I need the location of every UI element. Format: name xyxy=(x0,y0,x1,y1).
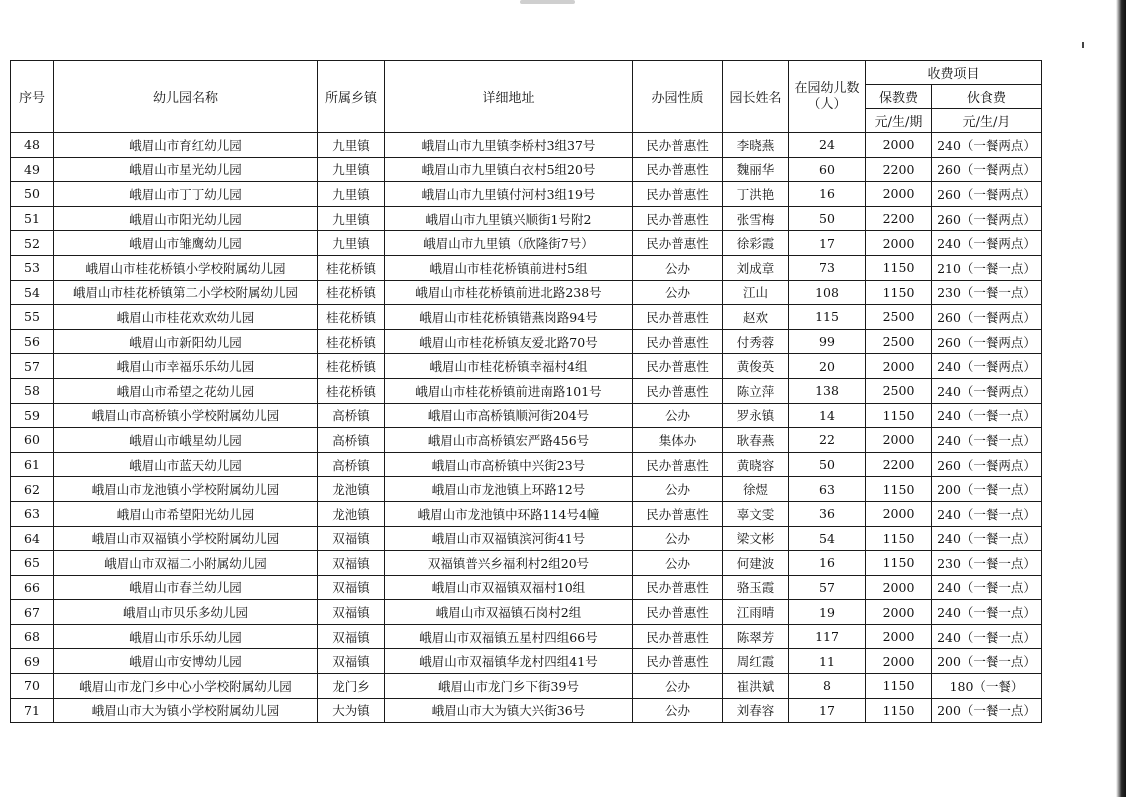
cell-seq: 64 xyxy=(11,526,54,551)
cell-name: 峨眉山市蓝天幼儿园 xyxy=(54,452,318,477)
cell-seq: 65 xyxy=(11,551,54,576)
table-row xyxy=(11,305,1042,330)
cell-address: 峨眉山市高桥镇中兴街23号 xyxy=(385,452,633,477)
cell-address: 峨眉山市桂花桥镇前进南路101号 xyxy=(385,378,633,403)
cell-tuition: 2000 xyxy=(866,501,932,526)
cell-seq: 51 xyxy=(11,206,54,231)
cell-nature: 民办普惠性 xyxy=(633,206,723,231)
cell-meal: 240（一餐两点） xyxy=(932,354,1042,379)
cell-nature: 公办 xyxy=(633,551,723,576)
cell-town: 九里镇 xyxy=(318,157,385,182)
cell-director: 周红霞 xyxy=(723,649,789,674)
cell-meal: 180（一餐） xyxy=(932,674,1042,699)
cell-director: 付秀蓉 xyxy=(723,329,789,354)
cell-address: 峨眉山市双福镇滨河街41号 xyxy=(385,526,633,551)
cell-nature: 民办普惠性 xyxy=(633,354,723,379)
cell-meal: 240（一餐两点） xyxy=(932,133,1042,158)
cell-address: 峨眉山市大为镇大兴街36号 xyxy=(385,698,633,723)
cell-tuition: 1150 xyxy=(866,551,932,576)
cell-seq: 57 xyxy=(11,354,54,379)
cell-meal: 240（一餐一点） xyxy=(932,575,1042,600)
cell-name: 峨眉山市桂花欢欢幼儿园 xyxy=(54,305,318,330)
cell-address: 峨眉山市龙门乡下街39号 xyxy=(385,674,633,699)
cell-enrolled: 16 xyxy=(789,551,866,576)
cell-seq: 71 xyxy=(11,698,54,723)
cell-director: 黄俊英 xyxy=(723,354,789,379)
cell-meal: 240（一餐一点） xyxy=(932,428,1042,453)
cell-director: 徐煜 xyxy=(723,477,789,502)
cell-tuition: 1150 xyxy=(866,280,932,305)
cell-seq: 58 xyxy=(11,378,54,403)
cell-town: 九里镇 xyxy=(318,231,385,256)
cell-address: 峨眉山市九里镇（欣隆街7号） xyxy=(385,231,633,256)
cell-name: 峨眉山市桂花桥镇小学校附属幼儿园 xyxy=(54,255,318,280)
cell-name: 峨眉山市雏鹰幼儿园 xyxy=(54,231,318,256)
table-row xyxy=(11,674,1042,699)
cell-name: 峨眉山市安博幼儿园 xyxy=(54,649,318,674)
cell-town: 桂花桥镇 xyxy=(318,378,385,403)
cell-meal: 240（一餐两点） xyxy=(932,378,1042,403)
cell-nature: 公办 xyxy=(633,403,723,428)
cell-director: 耿春燕 xyxy=(723,428,789,453)
cell-tuition: 1150 xyxy=(866,698,932,723)
header-enrolled: 在园幼儿数（人） xyxy=(789,61,866,133)
cell-nature: 民办普惠性 xyxy=(633,133,723,158)
cell-name: 峨眉山市春兰幼儿园 xyxy=(54,575,318,600)
cell-town: 双福镇 xyxy=(318,551,385,576)
cell-director: 罗永镇 xyxy=(723,403,789,428)
cell-nature: 公办 xyxy=(633,255,723,280)
cell-tuition: 1150 xyxy=(866,403,932,428)
cell-town: 九里镇 xyxy=(318,206,385,231)
cell-name: 峨眉山市希望之花幼儿园 xyxy=(54,378,318,403)
cell-seq: 60 xyxy=(11,428,54,453)
cell-enrolled: 108 xyxy=(789,280,866,305)
cell-nature: 民办普惠性 xyxy=(633,378,723,403)
cell-nature: 公办 xyxy=(633,698,723,723)
cell-address: 峨眉山市高桥镇宏严路456号 xyxy=(385,428,633,453)
cell-director: 梁文彬 xyxy=(723,526,789,551)
cell-town: 龙池镇 xyxy=(318,477,385,502)
table-row xyxy=(11,501,1042,526)
table-row xyxy=(11,477,1042,502)
cell-town: 高桥镇 xyxy=(318,403,385,428)
cell-meal: 260（一餐两点） xyxy=(932,329,1042,354)
cell-tuition: 1150 xyxy=(866,255,932,280)
cell-address: 峨眉山市桂花桥镇前进北路238号 xyxy=(385,280,633,305)
cell-town: 高桥镇 xyxy=(318,428,385,453)
cell-director: 辜文雯 xyxy=(723,501,789,526)
cell-address: 峨眉山市高桥镇顺河街204号 xyxy=(385,403,633,428)
cell-seq: 70 xyxy=(11,674,54,699)
cell-seq: 62 xyxy=(11,477,54,502)
cell-name: 峨眉山市桂花桥镇第二小学校附属幼儿园 xyxy=(54,280,318,305)
table-row xyxy=(11,231,1042,256)
cell-meal: 260（一餐两点） xyxy=(932,452,1042,477)
cell-nature: 公办 xyxy=(633,280,723,305)
cell-name: 峨眉山市峨星幼儿园 xyxy=(54,428,318,453)
cell-address: 峨眉山市龙池镇上环路12号 xyxy=(385,477,633,502)
table-row xyxy=(11,575,1042,600)
cell-town: 双福镇 xyxy=(318,526,385,551)
cell-name: 峨眉山市新阳幼儿园 xyxy=(54,329,318,354)
cell-town: 桂花桥镇 xyxy=(318,280,385,305)
cell-seq: 56 xyxy=(11,329,54,354)
header-address: 详细地址 xyxy=(385,61,633,133)
cell-town: 双福镇 xyxy=(318,575,385,600)
cell-enrolled: 99 xyxy=(789,329,866,354)
table-row xyxy=(11,526,1042,551)
cell-town: 桂花桥镇 xyxy=(318,255,385,280)
cell-director: 刘成章 xyxy=(723,255,789,280)
table-row xyxy=(11,551,1042,576)
table-row xyxy=(11,157,1042,182)
cell-nature: 民办普惠性 xyxy=(633,157,723,182)
cell-director: 黄晓容 xyxy=(723,452,789,477)
cell-enrolled: 20 xyxy=(789,354,866,379)
table-row xyxy=(11,354,1042,379)
table-row xyxy=(11,206,1042,231)
cell-director: 徐彩霞 xyxy=(723,231,789,256)
cell-enrolled: 17 xyxy=(789,231,866,256)
cell-town: 双福镇 xyxy=(318,624,385,649)
cell-director: 何建波 xyxy=(723,551,789,576)
cell-meal: 240（一餐一点） xyxy=(932,526,1042,551)
cell-meal: 240（一餐一点） xyxy=(932,600,1042,625)
cell-nature: 民办普惠性 xyxy=(633,329,723,354)
cell-seq: 49 xyxy=(11,157,54,182)
cell-name: 峨眉山市龙门乡中心小学校附属幼儿园 xyxy=(54,674,318,699)
table-row xyxy=(11,255,1042,280)
cell-meal: 240（一餐两点） xyxy=(932,231,1042,256)
cell-meal: 230（一餐一点） xyxy=(932,280,1042,305)
cell-town: 桂花桥镇 xyxy=(318,329,385,354)
cell-seq: 52 xyxy=(11,231,54,256)
header-tuition-unit: 元/生/期 xyxy=(866,109,932,133)
header-director: 园长姓名 xyxy=(723,61,789,133)
cell-address: 峨眉山市九里镇白衣村5组20号 xyxy=(385,157,633,182)
cell-meal: 200（一餐一点） xyxy=(932,477,1042,502)
cell-meal: 240（一餐一点） xyxy=(932,624,1042,649)
cell-name: 峨眉山市希望阳光幼儿园 xyxy=(54,501,318,526)
cell-tuition: 2500 xyxy=(866,305,932,330)
cell-meal: 260（一餐两点） xyxy=(932,157,1042,182)
cell-seq: 69 xyxy=(11,649,54,674)
cell-meal: 230（一餐一点） xyxy=(932,551,1042,576)
cell-director: 崔洪斌 xyxy=(723,674,789,699)
cell-name: 峨眉山市星光幼儿园 xyxy=(54,157,318,182)
table-row xyxy=(11,280,1042,305)
cell-tuition: 2000 xyxy=(866,231,932,256)
table-row xyxy=(11,649,1042,674)
cell-nature: 公办 xyxy=(633,674,723,699)
cell-enrolled: 24 xyxy=(789,133,866,158)
cell-tuition: 2200 xyxy=(866,206,932,231)
cell-enrolled: 16 xyxy=(789,182,866,207)
cell-tuition: 1150 xyxy=(866,674,932,699)
table-row xyxy=(11,624,1042,649)
cell-town: 高桥镇 xyxy=(318,452,385,477)
cell-name: 峨眉山市育红幼儿园 xyxy=(54,133,318,158)
cell-tuition: 2000 xyxy=(866,428,932,453)
table-body xyxy=(11,133,1042,723)
header-meal-unit: 元/生/月 xyxy=(932,109,1042,133)
cell-nature: 民办普惠性 xyxy=(633,649,723,674)
cell-address: 峨眉山市九里镇兴顺街1号附2 xyxy=(385,206,633,231)
header-fees-group: 收费项目 xyxy=(866,61,1042,85)
cell-nature: 民办普惠性 xyxy=(633,305,723,330)
cell-address: 峨眉山市桂花桥镇错燕岗路94号 xyxy=(385,305,633,330)
cell-tuition: 1150 xyxy=(866,477,932,502)
cell-name: 峨眉山市乐乐幼儿园 xyxy=(54,624,318,649)
table-row xyxy=(11,600,1042,625)
cell-address: 峨眉山市龙池镇中环路114号4幢 xyxy=(385,501,633,526)
cell-enrolled: 63 xyxy=(789,477,866,502)
cell-enrolled: 36 xyxy=(789,501,866,526)
cell-seq: 50 xyxy=(11,182,54,207)
table-row xyxy=(11,378,1042,403)
cell-meal: 200（一餐一点） xyxy=(932,698,1042,723)
table-row xyxy=(11,329,1042,354)
cell-name: 峨眉山市大为镇小学校附属幼儿园 xyxy=(54,698,318,723)
cell-enrolled: 17 xyxy=(789,698,866,723)
cell-seq: 48 xyxy=(11,133,54,158)
cell-director: 骆玉霞 xyxy=(723,575,789,600)
cell-name: 峨眉山市幸福乐乐幼儿园 xyxy=(54,354,318,379)
cell-address: 峨眉山市九里镇付河村3组19号 xyxy=(385,182,633,207)
cell-town: 双福镇 xyxy=(318,649,385,674)
cell-name: 峨眉山市阳光幼儿园 xyxy=(54,206,318,231)
header-seq: 序号 xyxy=(11,61,54,133)
cell-director: 魏丽华 xyxy=(723,157,789,182)
cell-address: 峨眉山市双福镇华龙村四组41号 xyxy=(385,649,633,674)
cell-name: 峨眉山市双福镇小学校附属幼儿园 xyxy=(54,526,318,551)
cell-town: 九里镇 xyxy=(318,182,385,207)
cell-tuition: 2000 xyxy=(866,575,932,600)
cell-director: 张雪梅 xyxy=(723,206,789,231)
cell-nature: 公办 xyxy=(633,526,723,551)
cell-enrolled: 22 xyxy=(789,428,866,453)
cell-address: 峨眉山市双福镇双福村10组 xyxy=(385,575,633,600)
cell-director: 刘春容 xyxy=(723,698,789,723)
cell-enrolled: 138 xyxy=(789,378,866,403)
cell-tuition: 2000 xyxy=(866,182,932,207)
header-name: 幼儿园名称 xyxy=(54,61,318,133)
cell-nature: 民办普惠性 xyxy=(633,501,723,526)
table-row xyxy=(11,428,1042,453)
scan-mark xyxy=(1082,42,1084,48)
cell-name: 峨眉山市双福二小附属幼儿园 xyxy=(54,551,318,576)
cell-seq: 66 xyxy=(11,575,54,600)
kindergarten-fee-table xyxy=(10,60,1042,723)
cell-seq: 61 xyxy=(11,452,54,477)
cell-seq: 53 xyxy=(11,255,54,280)
cell-nature: 民办普惠性 xyxy=(633,231,723,256)
cell-seq: 54 xyxy=(11,280,54,305)
cell-nature: 民办普惠性 xyxy=(633,452,723,477)
cell-seq: 67 xyxy=(11,600,54,625)
cell-name: 峨眉山市丁丁幼儿园 xyxy=(54,182,318,207)
cell-director: 陈立萍 xyxy=(723,378,789,403)
cell-enrolled: 8 xyxy=(789,674,866,699)
cell-seq: 63 xyxy=(11,501,54,526)
cell-seq: 55 xyxy=(11,305,54,330)
cell-address: 峨眉山市桂花桥镇幸福村4组 xyxy=(385,354,633,379)
header-tuition: 保教费 xyxy=(866,85,932,109)
cell-name: 峨眉山市高桥镇小学校附属幼儿园 xyxy=(54,403,318,428)
cell-tuition: 2000 xyxy=(866,624,932,649)
cell-meal: 240（一餐一点） xyxy=(932,501,1042,526)
cell-address: 峨眉山市桂花桥镇前进村5组 xyxy=(385,255,633,280)
cell-enrolled: 50 xyxy=(789,206,866,231)
cell-enrolled: 57 xyxy=(789,575,866,600)
cell-nature: 民办普惠性 xyxy=(633,600,723,625)
cell-meal: 260（一餐两点） xyxy=(932,182,1042,207)
cell-nature: 民办普惠性 xyxy=(633,624,723,649)
cell-director: 江山 xyxy=(723,280,789,305)
cell-town: 龙池镇 xyxy=(318,501,385,526)
cell-director: 赵欢 xyxy=(723,305,789,330)
cell-nature: 民办普惠性 xyxy=(633,575,723,600)
cell-nature: 公办 xyxy=(633,477,723,502)
cell-director: 李晓燕 xyxy=(723,133,789,158)
cell-tuition: 2500 xyxy=(866,378,932,403)
cell-seq: 68 xyxy=(11,624,54,649)
cell-nature: 民办普惠性 xyxy=(633,182,723,207)
header-town: 所属乡镇 xyxy=(318,61,385,133)
cell-enrolled: 14 xyxy=(789,403,866,428)
cell-address: 峨眉山市双福镇石岗村2组 xyxy=(385,600,633,625)
table-row xyxy=(11,698,1042,723)
cell-town: 九里镇 xyxy=(318,133,385,158)
cell-town: 大为镇 xyxy=(318,698,385,723)
cell-tuition: 2000 xyxy=(866,354,932,379)
scan-page-edge xyxy=(1116,0,1126,797)
cell-enrolled: 50 xyxy=(789,452,866,477)
cell-nature: 集体办 xyxy=(633,428,723,453)
cell-town: 桂花桥镇 xyxy=(318,305,385,330)
cell-director: 江雨晴 xyxy=(723,600,789,625)
cell-town: 桂花桥镇 xyxy=(318,354,385,379)
table-row xyxy=(11,133,1042,158)
cell-seq: 59 xyxy=(11,403,54,428)
cell-tuition: 2200 xyxy=(866,157,932,182)
header-nature: 办园性质 xyxy=(633,61,723,133)
cell-name: 峨眉山市贝乐多幼儿园 xyxy=(54,600,318,625)
table-header xyxy=(11,61,1042,133)
cell-address: 双福镇普兴乡福利村2组20号 xyxy=(385,551,633,576)
cell-meal: 240（一餐一点） xyxy=(932,403,1042,428)
cell-town: 龙门乡 xyxy=(318,674,385,699)
cell-tuition: 2000 xyxy=(866,133,932,158)
cell-enrolled: 73 xyxy=(789,255,866,280)
cell-meal: 210（一餐一点） xyxy=(932,255,1042,280)
cell-tuition: 2000 xyxy=(866,600,932,625)
cell-meal: 260（一餐两点） xyxy=(932,305,1042,330)
cell-enrolled: 11 xyxy=(789,649,866,674)
header-meal: 伙食费 xyxy=(932,85,1042,109)
cell-meal: 200（一餐一点） xyxy=(932,649,1042,674)
cell-town: 双福镇 xyxy=(318,600,385,625)
table-row xyxy=(11,182,1042,207)
cell-tuition: 2200 xyxy=(866,452,932,477)
cell-director: 丁洪艳 xyxy=(723,182,789,207)
cell-address: 峨眉山市九里镇李桥村3组37号 xyxy=(385,133,633,158)
cell-director: 陈翠芳 xyxy=(723,624,789,649)
cell-tuition: 2500 xyxy=(866,329,932,354)
cell-enrolled: 117 xyxy=(789,624,866,649)
table-row xyxy=(11,403,1042,428)
cell-enrolled: 19 xyxy=(789,600,866,625)
table-row xyxy=(11,452,1042,477)
cell-meal: 260（一餐两点） xyxy=(932,206,1042,231)
cell-enrolled: 115 xyxy=(789,305,866,330)
scan-smudge xyxy=(520,0,575,4)
cell-tuition: 1150 xyxy=(866,526,932,551)
cell-enrolled: 60 xyxy=(789,157,866,182)
cell-tuition: 2000 xyxy=(866,649,932,674)
cell-address: 峨眉山市双福镇五星村四组66号 xyxy=(385,624,633,649)
cell-address: 峨眉山市桂花桥镇友爱北路70号 xyxy=(385,329,633,354)
cell-enrolled: 54 xyxy=(789,526,866,551)
cell-name: 峨眉山市龙池镇小学校附属幼儿园 xyxy=(54,477,318,502)
